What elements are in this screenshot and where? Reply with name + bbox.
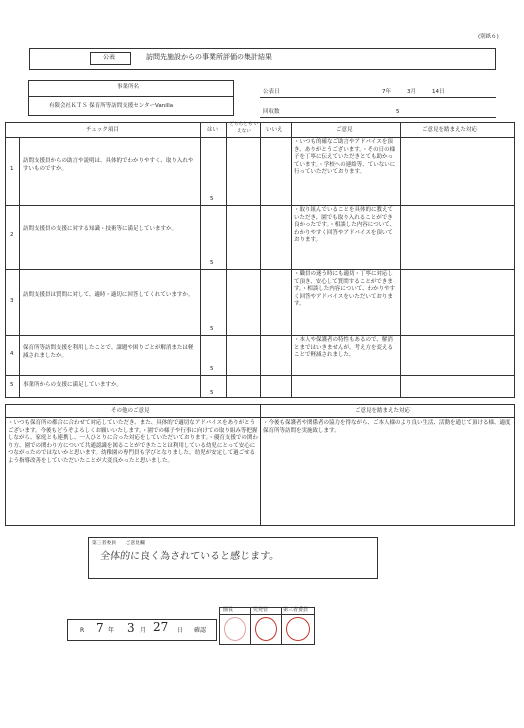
- row-comment: ・取り組んでいることを具体的に教えていただき、園でも取り入れることができ良かったです。・相談した内容について、わかりやすく回答やアドバイスを頂いております。: [294, 207, 396, 243]
- row-number: 3: [10, 298, 14, 304]
- confirm-year: 7: [96, 621, 104, 635]
- row-yes-count: 5: [210, 260, 214, 266]
- responses-value: 5: [396, 109, 400, 115]
- header-neutral: どちらとも いえない: [229, 122, 259, 134]
- office-name: 有限会社ＫＴＳ 保育所等訪問支援センターVanilla: [49, 103, 174, 109]
- row-item: 訪問支援員からの助言や説明は、具体的でわかりやすく、取り入れやすいものですか。: [23, 158, 194, 172]
- row-item: 事業所からの支援に満足していますか。: [23, 382, 123, 388]
- other-left-header: その他のご意見: [111, 408, 150, 414]
- row-yes-count: 5: [210, 196, 214, 202]
- third-party-handwriting: 全体的に良く為されていると感じます。: [99, 551, 280, 562]
- row-comment: ・職員の迷う時にも適切・丁寧に対応して頂き、安心して質問することができます。・相談した内容について、わかりやすく回答やアドバイスをいただいております。: [294, 271, 396, 307]
- row-item: 訪問支援員は質問に対して、適時・適切に回答してくれていますか。: [23, 292, 194, 298]
- director-seal: [224, 617, 246, 641]
- row-comment: ・いつも的確なご助言やアドバイスを頂き、ありがとうございます。・その日の様子を丁寧に伝えていただきとても助かっています。・学校への連絡等、ていないに行っていただいております。: [294, 139, 396, 175]
- row-yes-count: 5: [210, 390, 214, 396]
- confirm-day-unit: 日: [177, 627, 184, 634]
- header-no: いいえ: [266, 127, 283, 133]
- date-month: 3月: [407, 89, 416, 95]
- responses-label: 回収数: [263, 109, 280, 115]
- public-tag: 公表: [103, 54, 116, 61]
- other-left-text: ・いつも保育所の都合に合わせて対応していただき、また、具体的で適切なアドバイスをありがとうございます。今後もどうぞよろしくお願いいたします。・園での様子や行事に向けての取り組み等把握しながら、家庭とも連携し、一人ひとりに合った対応をしていただいております。・優育支援での関わり方、園での関わり方について共通認識を図ることができたことは利用している幼児にとって安心につながったのではないかと思います。幼稚園の専門員も学びとなりました。幼児が安定して過ごせるよう指導改善をしていただいたことが大変良かったと思いました。: [8, 420, 258, 464]
- confirm-era: R: [80, 627, 85, 634]
- header-response: ご意見を踏まえた対応: [422, 127, 478, 133]
- row-yes-count: 5: [210, 366, 214, 372]
- row-number: 1: [10, 166, 14, 172]
- row-number: 5: [10, 382, 14, 388]
- other-right-text: ・今後も保護者や関係者の協力を得ながら、ご本人様のより良い生活、活動を通じて頂ける様、適度保育所等訪問を実施致します。: [263, 420, 511, 434]
- other-right-header: ご意見を踏まえた対応: [355, 408, 411, 414]
- row-comment: ・本人や保護者の特性もあるので、解消とまではいきませんが、考え方を変えることで軽減されました。: [294, 337, 394, 358]
- date-year: 7年: [382, 89, 391, 95]
- row-number: 4: [10, 351, 14, 357]
- stamp-header-manager: 児発管: [253, 607, 269, 613]
- stamp-header-third-party: 第三者委員: [283, 607, 309, 613]
- row-yes-count: 5: [210, 326, 214, 332]
- header-check: チェック項目: [86, 127, 119, 133]
- header-comments: ご意見: [336, 127, 353, 133]
- document-title: 訪問先施設からの事業所評価の集計結果: [146, 53, 272, 61]
- third-party-label: 第三者委員 ご意見欄: [92, 541, 145, 546]
- confirm-day: 27: [153, 620, 169, 634]
- confirm-month-unit: 月: [140, 627, 147, 634]
- attachment-label: (別紙６): [478, 34, 499, 40]
- row-item: 保育所等訪問支援を利用したことで、課題や困りごとが解消または軽減されましたか。: [23, 345, 194, 359]
- confirm-label: 確認: [194, 627, 207, 634]
- row-number: 2: [10, 232, 14, 238]
- date-label: 公表日: [263, 89, 280, 95]
- confirm-year-unit: 年: [108, 627, 115, 634]
- stamp-header-director: 園長: [223, 607, 234, 613]
- confirm-month: 3: [127, 621, 135, 635]
- header-yes: はい: [207, 127, 219, 133]
- date-day: 14日: [432, 89, 445, 95]
- office-label: 事業所名: [117, 84, 140, 90]
- third-party-seal: [286, 617, 310, 641]
- manager-seal: [255, 617, 277, 641]
- row-item: 訪問支援員の支援に対する知識・技術等に満足していますか。: [23, 226, 178, 232]
